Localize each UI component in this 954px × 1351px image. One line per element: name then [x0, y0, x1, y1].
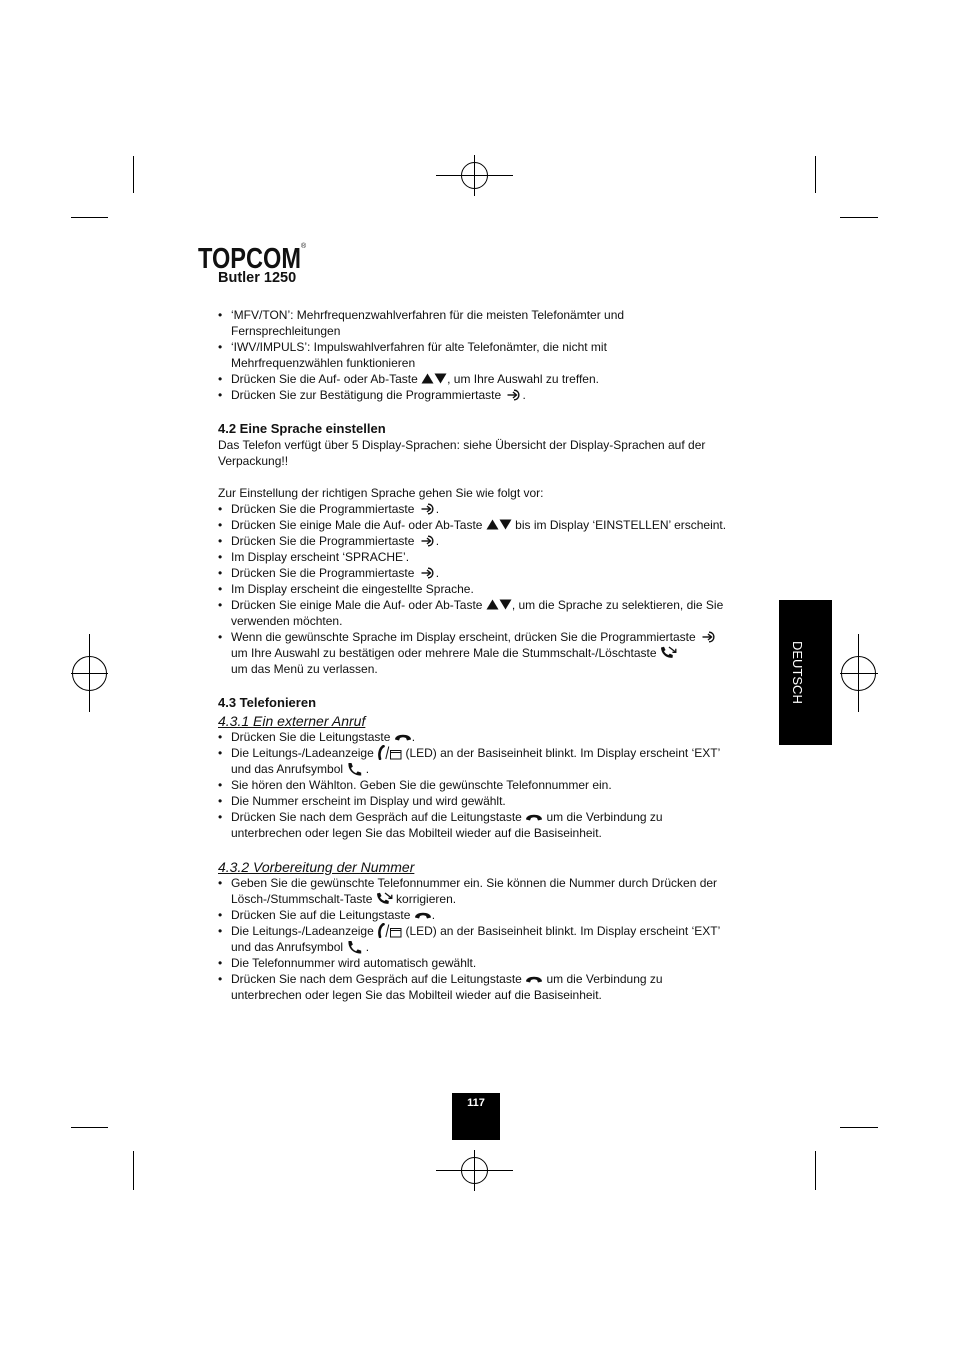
text-segment: , um die Sprache zu selektieren, die Sie — [511, 598, 724, 612]
text-segment: unterbrechen oder legen Sie das Mobilteil wieder auf die Basiseinheit. — [231, 826, 602, 840]
program-key-icon — [421, 567, 436, 579]
list-item-line — [231, 307, 757, 323]
list-item — [217, 307, 757, 339]
list-item-line — [231, 729, 757, 745]
up-down-arrow-icon — [486, 599, 512, 610]
registered-mark: ® — [301, 243, 307, 250]
list-item-line — [231, 501, 757, 517]
text-segment: korrigieren. — [392, 892, 457, 906]
text-segment: . — [435, 502, 440, 516]
language-tab — [779, 600, 832, 745]
manual-content — [217, 307, 757, 1003]
page-number-box — [452, 1093, 500, 1140]
text-segment: um die Verbindung zu — [543, 972, 663, 986]
call-symbol-icon — [346, 940, 362, 954]
list-item-line — [231, 533, 757, 549]
list-item — [217, 517, 757, 533]
list-item — [217, 923, 757, 955]
logo-wordmark: TOPCOM — [198, 243, 301, 272]
text-segment: Drücken Sie die Programmiertaste — [231, 534, 418, 548]
list-item — [217, 777, 757, 793]
language-tab-label: DEUTSCH — [790, 641, 805, 704]
text-segment: um die Verbindung zu — [543, 810, 663, 824]
list-item-line — [231, 549, 757, 565]
program-key-icon — [421, 503, 436, 515]
list-item — [217, 907, 757, 923]
text-segment: . — [411, 730, 416, 744]
mute-key-icon — [660, 646, 677, 659]
list-item-line — [231, 809, 757, 825]
list-item-line — [231, 339, 757, 355]
line-key-icon — [525, 974, 543, 983]
text-segment: , um Ihre Auswahl zu treffen. — [447, 372, 599, 386]
text-segment: Fernsprechleitungen — [231, 324, 341, 338]
list-item-line — [231, 939, 757, 955]
text-segment: Drücken Sie nach dem Gespräch auf die Leitungstaste — [231, 810, 526, 824]
section-4-2-lead: Zur Einstellung der richtigen Sprache gehen Sie wie folgt vor: — [218, 486, 544, 500]
section-4-3-2-bullet-list — [217, 875, 757, 1003]
list-item-line — [231, 581, 757, 597]
text-segment: unterbrechen oder legen Sie das Mobilteil wieder auf die Basiseinheit. — [231, 988, 602, 1002]
call-symbol-icon — [346, 762, 362, 776]
text-segment: . — [435, 566, 440, 580]
text-segment: . — [431, 908, 436, 922]
text-segment: Drücken Sie einige Male die Auf- oder Ab-Taste — [231, 518, 486, 532]
program-key-icon — [507, 389, 522, 401]
text-segment: ‘IWV/IMPULS’: Impulswahlverfahren für alte Telefonämter, die nicht mit — [231, 340, 607, 354]
list-item-line — [231, 891, 757, 907]
text-segment: Im Display erscheint ‘SPRACHE’. — [231, 550, 410, 564]
paragraph-line: Verpackung!! — [218, 454, 289, 468]
subsection-heading-4-3-1: 4.3.1 Ein externer Anruf — [218, 713, 366, 729]
text-segment: Drücken Sie die Programmiertaste — [231, 502, 418, 516]
list-item-line — [231, 761, 757, 777]
text-segment: um Ihre Auswahl zu bestätigen oder mehrere Male die Stummschalt-/Löschtaste — [231, 646, 660, 660]
list-item — [217, 745, 757, 777]
list-item-line — [231, 777, 757, 793]
up-down-arrow-icon — [421, 373, 447, 384]
text-segment: Wenn die gewünschte Sprache im Display erscheint, drücken Sie die Programmiertaste — [231, 630, 699, 644]
text-segment: Im Display erscheint die eingestellte Sprache. — [231, 582, 474, 596]
section-heading-4-2: 4.2 Eine Sprache einstellen — [218, 421, 386, 436]
text-segment: . — [435, 534, 440, 548]
section-4-2-paragraph — [217, 437, 757, 469]
list-item-line — [231, 629, 757, 645]
text-segment: und das Anrufsymbol — [231, 940, 347, 954]
text-segment: Drücken Sie die Leitungstaste — [231, 730, 394, 744]
list-item-line — [231, 745, 757, 761]
led-indicator-icon — [377, 745, 402, 760]
text-segment: ‘MFV/TON’: Mehrfrequenzwahlverfahren für die meisten Telefonämter und — [231, 308, 625, 322]
line-key-icon — [414, 910, 432, 919]
intro-bullet-list — [217, 307, 757, 403]
paragraph-line: Das Telefon verfügt über 5 Display-Sprachen: siehe Übersicht der Display-Sprachen auf der — [218, 438, 706, 452]
text-segment: Drücken Sie die Programmiertaste — [231, 566, 418, 580]
list-item-line — [231, 323, 757, 339]
crop-mark-top-right — [816, 156, 879, 218]
list-item-line — [231, 565, 757, 581]
list-item — [217, 549, 757, 565]
list-item-line — [231, 825, 757, 841]
list-item-line — [231, 387, 757, 403]
list-item — [217, 875, 757, 907]
list-item-line — [231, 987, 757, 1003]
text-segment: bis im Display ‘EINSTELLEN’ erscheint. — [511, 518, 727, 532]
led-indicator-icon — [377, 923, 402, 938]
text-segment: . — [362, 940, 370, 954]
list-item — [217, 565, 757, 581]
list-item — [217, 955, 757, 971]
section-4-2-bullet-list — [217, 501, 757, 677]
list-item-line — [231, 923, 757, 939]
list-item — [217, 971, 757, 1003]
text-segment: . — [522, 388, 526, 402]
mute-key-icon — [376, 892, 393, 905]
program-key-icon — [702, 631, 717, 643]
list-item-line — [231, 971, 757, 987]
text-segment: Die Leitungs-/Ladeanzeige — [231, 924, 378, 938]
crop-mark-bottom-left — [71, 1128, 134, 1191]
page-number: 117 — [467, 1097, 485, 1109]
registration-mark-bottom — [436, 1150, 513, 1191]
text-segment: Drücken Sie nach dem Gespräch auf die Leitungstaste — [231, 972, 526, 986]
list-item — [217, 597, 757, 629]
list-item — [217, 533, 757, 549]
text-segment: Lösch-/Stummschalt-Taste — [231, 892, 376, 906]
list-item-line — [231, 597, 757, 613]
text-segment: Sie hören den Wählton. Geben Sie die gewünschte Telefonnummer ein. — [231, 778, 612, 792]
program-key-icon — [421, 535, 436, 547]
list-item — [217, 387, 757, 403]
text-segment: . — [362, 762, 370, 776]
list-item — [217, 729, 757, 745]
text-segment: (LED) an der Basiseinheit blinkt. Im Display erscheint ‘EXT’ — [402, 924, 721, 938]
text-segment: Die Leitungs-/Ladeanzeige — [231, 746, 378, 760]
list-item-line — [231, 613, 757, 629]
registration-mark-top — [436, 155, 513, 196]
list-item — [217, 371, 757, 387]
model-name: Butler 1250 — [218, 270, 297, 286]
text-segment: Geben Sie die gewünschte Telefonnummer ein. Sie können die Nummer durch Drücken der — [231, 876, 718, 890]
text-segment: und das Anrufsymbol — [231, 762, 347, 776]
text-segment: Die Nummer erscheint im Display und wird gewählt. — [231, 794, 506, 808]
text-segment: Drücken Sie die Auf- oder Ab-Taste — [231, 372, 422, 386]
text-segment: verwenden möchten. — [231, 614, 343, 628]
list-item — [217, 809, 757, 841]
text-segment: Drücken Sie einige Male die Auf- oder Ab-Taste — [231, 598, 486, 612]
text-segment: Mehrfrequenzwählen funktionieren — [231, 356, 416, 370]
section-heading-4-3: 4.3 Telefonieren — [218, 695, 317, 710]
list-item-line — [231, 645, 757, 661]
list-item — [217, 339, 757, 371]
list-item-line — [231, 517, 757, 533]
list-item — [217, 629, 757, 677]
line-key-icon — [525, 812, 543, 821]
text-segment: Drücken Sie auf die Leitungstaste — [231, 908, 414, 922]
list-item-line — [231, 875, 757, 891]
list-item — [217, 793, 757, 809]
section-4-3-1-bullet-list — [217, 729, 757, 841]
list-item-line — [231, 955, 757, 971]
list-item — [217, 581, 757, 597]
list-item-line — [231, 907, 757, 923]
text-segment: Die Telefonnummer wird automatisch gewählt. — [231, 956, 477, 970]
list-item-line — [231, 793, 757, 809]
crop-mark-bottom-right — [816, 1128, 879, 1191]
registration-mark-left — [71, 634, 108, 712]
line-key-icon — [394, 732, 412, 741]
crop-mark-top-left — [71, 156, 134, 218]
text-segment: um das Menü zu verlassen. — [231, 662, 378, 676]
text-segment: Drücken Sie zur Bestätigung die Programmiertaste — [231, 388, 505, 402]
list-item — [217, 501, 757, 517]
up-down-arrow-icon — [486, 519, 512, 530]
list-item-line — [231, 371, 757, 387]
text-segment: (LED) an der Basiseinheit blinkt. Im Display erscheint ‘EXT’ — [402, 746, 721, 760]
subsection-heading-4-3-2: 4.3.2 Vorbereitung der Nummer — [218, 859, 415, 875]
list-item-line — [231, 355, 757, 371]
list-item-line — [231, 661, 757, 677]
topcom-logo — [196, 238, 312, 272]
registration-mark-right — [840, 634, 878, 712]
